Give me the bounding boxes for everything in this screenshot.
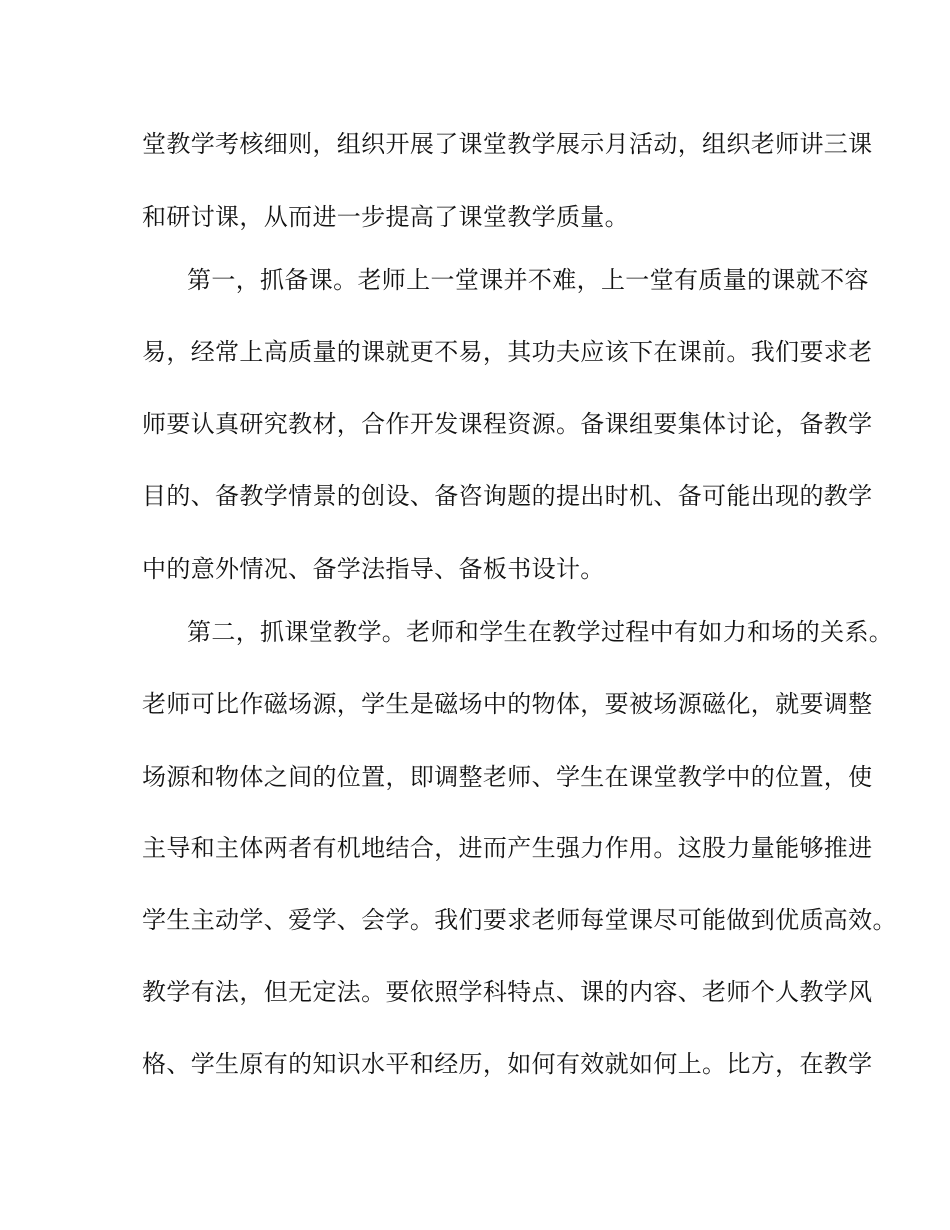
paragraph-start-line: 第一，抓备课。老师上一堂课并不难，上一堂有质量的课就不容: [187, 266, 869, 294]
text-line: 学生主动学、爱学、会学。我们要求老师每堂课尽可能做到优质高效。: [142, 906, 897, 934]
text-line: 堂教学考核细则，组织开展了课堂教学展示月活动，组织老师讲三课: [142, 130, 873, 158]
text-line: 师要认真研究教材，合作开发课程资源。备课组要集体讨论，备教学: [142, 410, 873, 438]
text-line: 易，经常上高质量的课就更不易，其功夫应该下在课前。我们要求老: [142, 338, 873, 366]
text-line: 场源和物体之间的位置，即调整老师、学生在课堂教学中的位置，使: [142, 763, 873, 791]
text-line: 老师可比作磁场源，学生是磁场中的物体，要被场源磁化，就要调整: [142, 690, 873, 718]
text-line: 中的意外情况、备学法指导、备板书设计。: [142, 555, 605, 583]
text-line: 格、学生原有的知识水平和经历，如何有效就如何上。比方，在教学: [142, 1050, 873, 1078]
text-line: 教学有法，但无定法。要依照学科特点、课的内容、老师个人教学风: [142, 978, 873, 1006]
paragraph-start-line: 第二，抓课堂教学。老师和学生在教学过程中有如力和场的关系。: [187, 618, 894, 646]
text-line: 主导和主体两者有机地结合，进而产生强力作用。这股力量能够推进: [142, 834, 873, 862]
text-line: 目的、备教学情景的创设、备咨询题的提出时机、备可能出现的教学: [142, 482, 873, 510]
text-line: 和研讨课，从而进一步提高了课堂教学质量。: [142, 203, 629, 231]
